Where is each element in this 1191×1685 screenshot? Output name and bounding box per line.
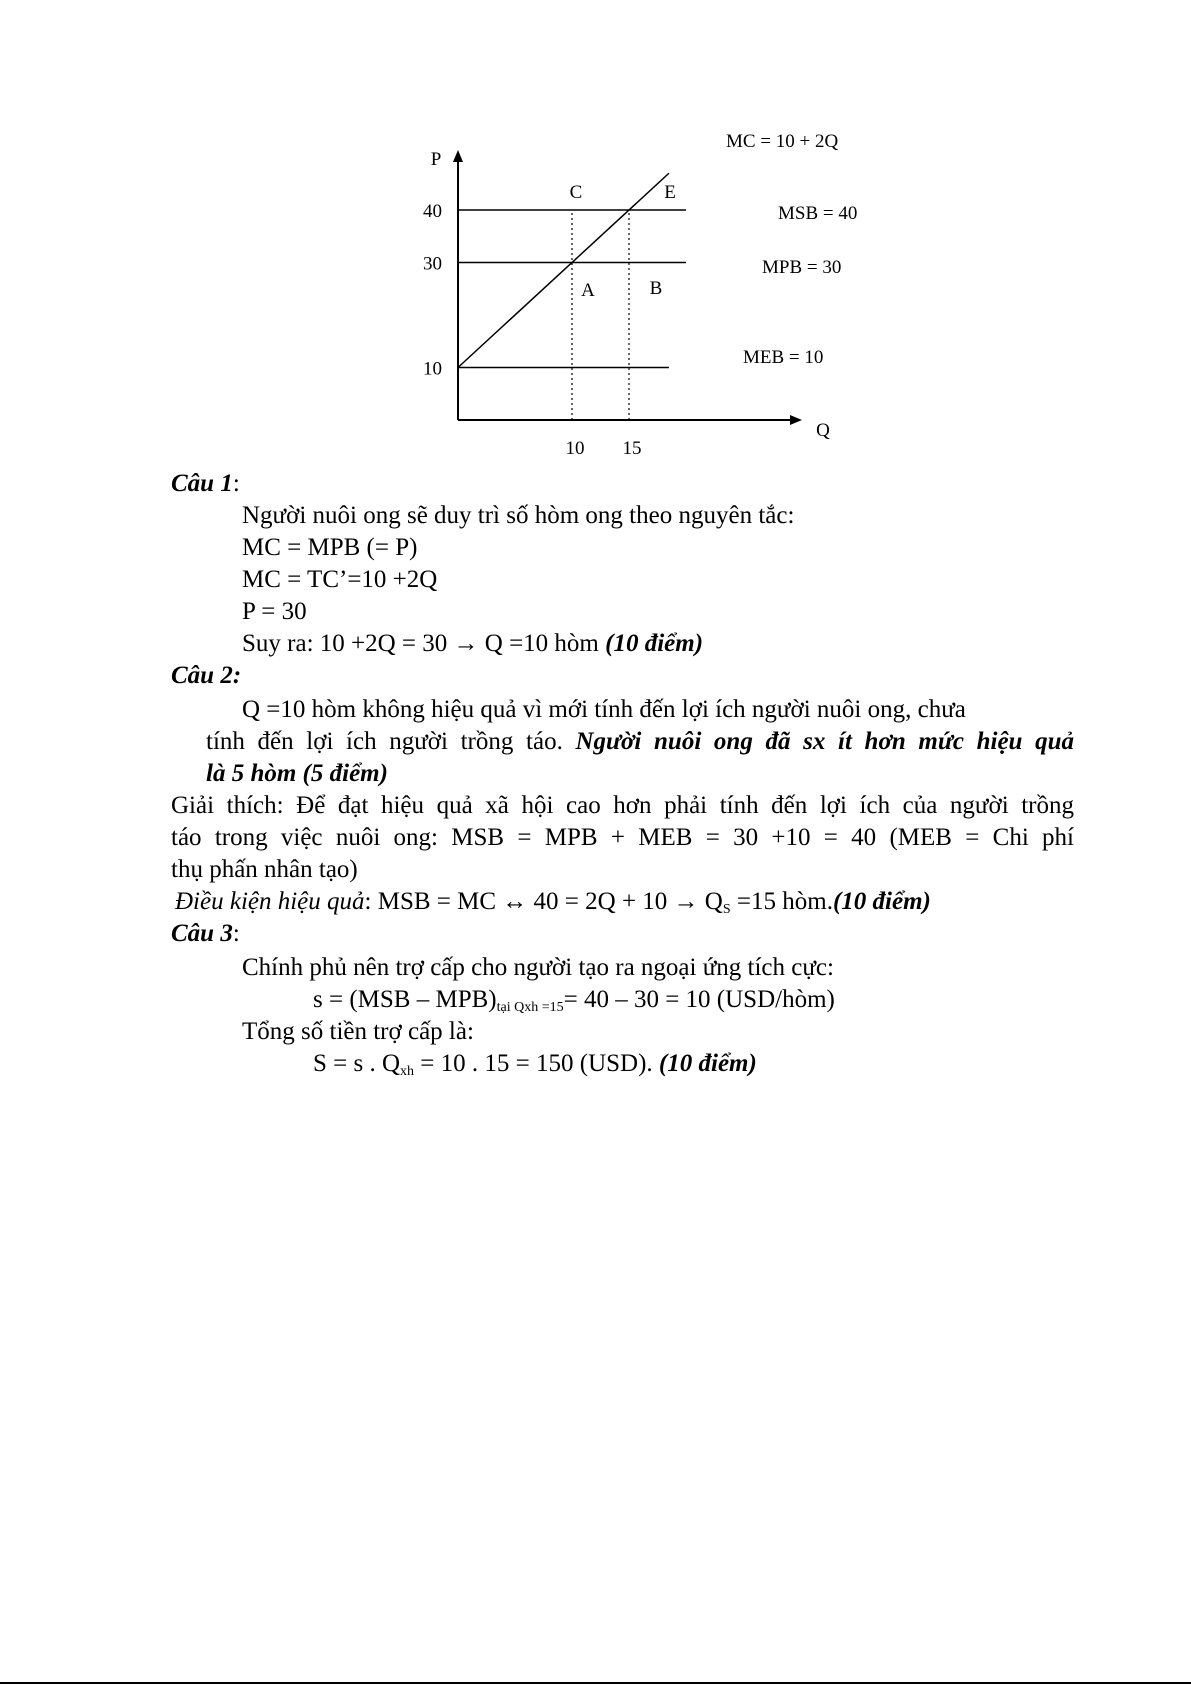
cau1-line-3: MC = TC’=10 +2Q (242, 566, 438, 593)
cau2-line-2: tính đến lợi ích người trồng táo. Người nuôi ong đã sx ít hơn mức hiệu quả (206, 728, 1075, 755)
point-label: A (581, 280, 595, 301)
chart-lines (453, 150, 802, 425)
point-label: B (649, 278, 663, 299)
y-tick-label: 40 (423, 201, 442, 222)
x-axis-arrow (790, 415, 802, 425)
cau1-line-5: Suy ra: 10 +2Q = 30 → Q =10 hòm (10 điểm) (242, 630, 704, 657)
giai-thich-line-3: thụ phấn nhân tạo) (171, 856, 358, 883)
cau1-line-1: Người nuôi ong sẽ duy trì số hòm ong theo nguyên tắc: (242, 502, 795, 529)
footer-rule (0, 1682, 1191, 1684)
series-line-0 (458, 173, 669, 367)
cau3-line-4: S = s . $Q_{xh} = 10$ . 15 = 150 (USD). (10 điểm) (313, 1050, 757, 1079)
series-label: MSB = 40 (778, 203, 858, 224)
cau2-line-1: Q =10 hòm không hiệu quả vì mới tính đến lợi ích người nuôi ong, chưa (242, 696, 966, 723)
x-tick-label: 10 (565, 438, 585, 459)
cau3-line-1: Chính phủ nên trợ cấp cho người tạo ra ngoại ứng tích cực: (242, 954, 834, 981)
cau1-heading: Câu 1: (171, 470, 240, 497)
cau3-line-2: $s = (MSB - MPB)_{tại Qxh =15}= 40 - 30 = 10$ (USD/hòm) (313, 986, 835, 1015)
point-label: E (664, 182, 676, 203)
giai-thich-line-1: Giải thích: Để đạt hiệu quả xã hội cao hơn phải tính đến lợi ích của người trồng (171, 792, 1074, 819)
chart-texts (423, 131, 857, 459)
giai-thich-line-2: táo trong việc nuôi ong: MSB = MPB + MEB = 30 +10 = 40 (MEB = Chi phí (171, 824, 1074, 851)
y-axis-label: P (430, 149, 442, 170)
y-tick-label: 10 (423, 358, 442, 380)
cau2-line-3: là 5 hòm (5 điểm) (206, 760, 388, 787)
x-tick-label: 15 (622, 438, 642, 459)
y-tick-label: 30 (423, 253, 442, 275)
x-axis-label: Q (816, 420, 830, 441)
series-label: MEB = 10 (743, 347, 824, 368)
cau3-heading: Câu 3: (171, 920, 240, 947)
y-axis-arrow (453, 150, 463, 162)
cau3-line-3: Tổng số tiền trợ cấp là: (242, 1018, 474, 1045)
cau1-line-2: MC = MPB (= P) (242, 534, 418, 561)
cau1-line-4: P = 30 (242, 598, 307, 625)
dieu-kien-line: Điều kiện hiệu quả: MSB = MC ↔ $40 = 2Q + 10 \to Q_S =15$ hòm.(10 điểm) (175, 888, 931, 917)
series-label: MPB = 30 (762, 257, 842, 278)
cau2-heading: Câu 2: (171, 662, 242, 689)
economics-chart (0, 0, 1191, 470)
series-label: MC = 10 + 2Q (726, 131, 839, 152)
point-label: C (569, 182, 583, 203)
